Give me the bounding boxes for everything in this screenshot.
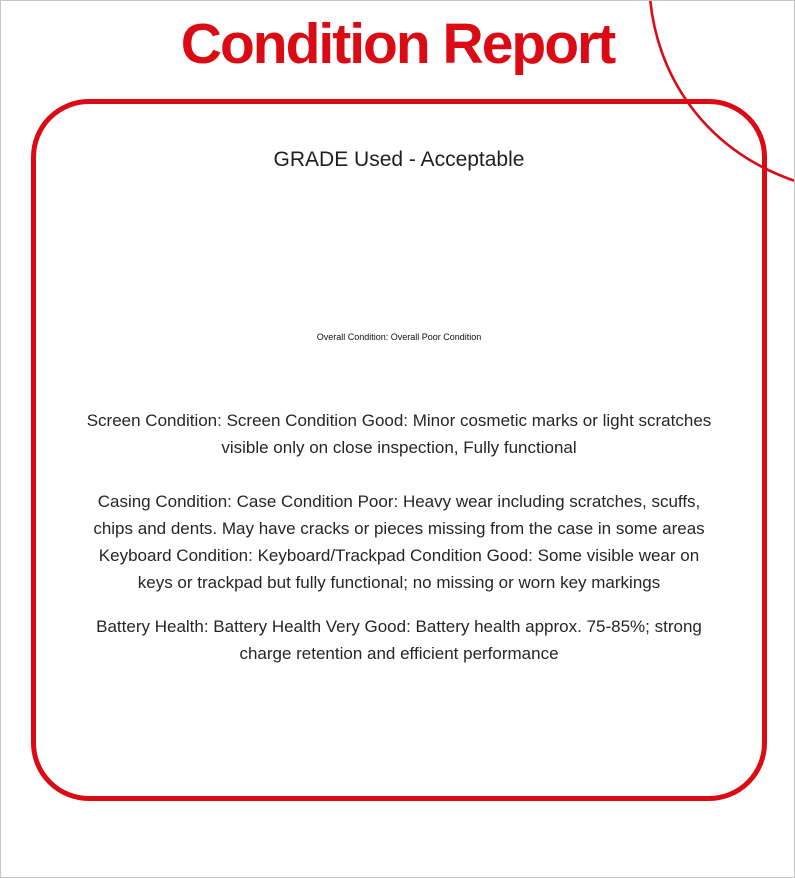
report-border-box bbox=[31, 99, 767, 801]
grade-heading: GRADE Used - Acceptable bbox=[273, 148, 525, 171]
page-title: Condition Report bbox=[180, 12, 615, 76]
battery-health-paragraph: Battery Health: Battery Health Very Good: Battery health approx. 75-85%; strong charge retention and efficient performance bbox=[96, 617, 702, 663]
casing-condition-paragraph: Casing Condition: Case Condition Poor: Heavy wear including scratches, scuffs, chips and dents. May have cracks or pieces missing from the case in some areas bbox=[93, 492, 705, 538]
overall-condition-text: Overall Condition: Overall Poor Condition bbox=[316, 332, 482, 342]
screen-condition-paragraph: Screen Condition: Screen Condition Good: Minor cosmetic marks or light scratches visible only on close inspection, Fully functional bbox=[86, 411, 712, 457]
keyboard-condition-paragraph: Keyboard Condition: Keyboard/Trackpad Condition Good: Some visible wear on keys or trackpad but fully functional; no missing or worn key markings bbox=[98, 546, 700, 592]
